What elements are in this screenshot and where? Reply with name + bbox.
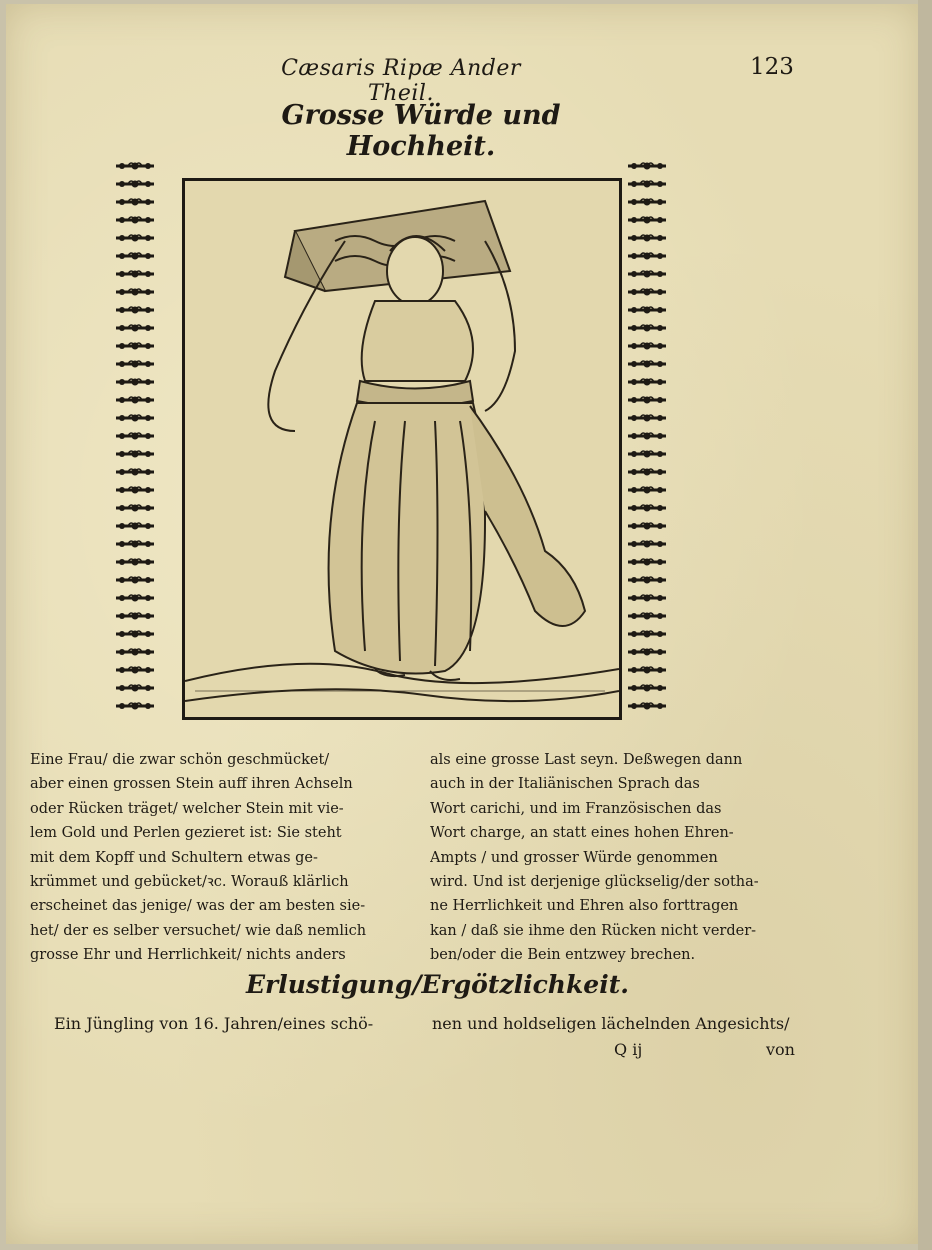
left-ornament-border (112, 160, 158, 722)
text-line: ben/oder die Bein entzwey brechen. (430, 947, 696, 964)
text-line: auch in der Italiänischen Sprach das (430, 776, 700, 793)
text-line: krümmet und gebücket/ꝛc. Worauß klärlich (30, 874, 349, 891)
text-line: lem Gold und Perlen gezieret ist: Sie steht (30, 825, 342, 842)
page-number: 123 (750, 54, 794, 80)
next-text-left: Ein Jüngling von 16. Jahren/eines schö- (54, 1014, 374, 1033)
text-line: ne Herrlichkeit und Ehren also forttragen (430, 898, 739, 915)
right-column (430, 748, 810, 968)
catchword: von (766, 1040, 795, 1059)
text-line: grosse Ehr und Herrlichkeit/ nichts anders (30, 947, 346, 964)
body-text (30, 748, 820, 968)
right-ornament-border (624, 160, 670, 722)
emblem-title: Grosse Würde und Hochheit. (281, 100, 561, 162)
text-line: Eine Frau/ die zwar schön geschmücket/ (30, 752, 330, 768)
text-line: het/ der es selber versuchet/ wie daß nemlich (30, 922, 367, 939)
running-title: Cæsaris Ripæ Ander Theil. (281, 56, 521, 106)
woodcut-illustration (182, 178, 622, 720)
left-column (30, 748, 410, 968)
signature-mark: Q ij (614, 1040, 643, 1059)
text-line: mit dem Kopff und Schultern etwas ge- (30, 849, 318, 866)
next-emblem-heading: Erlustigung/Ergötzlichkeit. (246, 970, 629, 999)
text-line: Wort charge, an statt eines hohen Ehren- (430, 825, 734, 842)
page-edge (918, 0, 932, 1250)
book-page (6, 4, 920, 1244)
woman-carrying-stone-figure (185, 181, 619, 717)
text-line: Wort carichi, und im Französischen das (430, 800, 722, 817)
text-line: Ampts / und grosser Würde genommen (430, 849, 718, 866)
text-line: wird. Und ist derjenige glückselig/der sotha- (430, 874, 759, 891)
text-line: erscheinet das jenige/ was der am besten sie- (30, 898, 366, 915)
text-line: als eine grosse Last seyn. Deßwegen dann (430, 752, 743, 768)
next-text-right: nen und holdseligen lächelnden Angesichts/ (432, 1014, 790, 1033)
text-line: kan / daß sie ihme den Rücken nicht verder- (430, 922, 757, 939)
text-line: oder Rücken träget/ welcher Stein mit vie- (30, 800, 344, 817)
text-line: aber einen grossen Stein auff ihren Achseln (30, 776, 353, 793)
